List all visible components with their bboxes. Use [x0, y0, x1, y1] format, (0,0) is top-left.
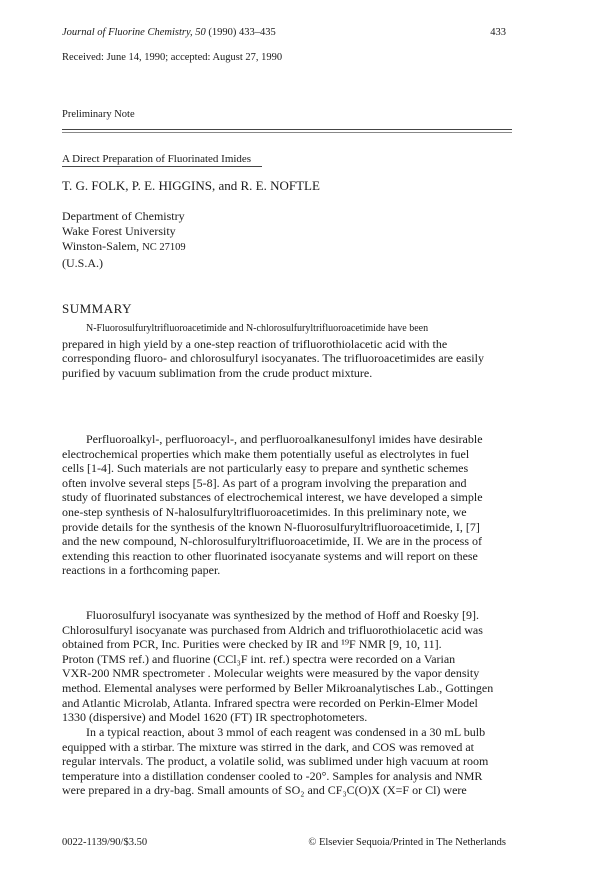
received-dates: Received: June 14, 1990; accepted: August 27, 1990	[62, 52, 283, 63]
methods-line: Fluorosulfuryl isocyanate was synthesized by the method of Hoff and Roesky [9].	[86, 608, 480, 622]
methods-line: temperature into a distillation condenser cooled to -20°. Samples for analysis and NMR	[62, 768, 483, 783]
intro-paragraph	[62, 432, 527, 578]
methods-line: and Atlantic Microlab, Atlanta. Infrared spectra were recorded on Perkin-Elmer Model	[62, 695, 478, 710]
methods-line: obtained from PCR, Inc. Purities were checked by IR and ¹⁹F NMR [9, 10, 11].	[62, 637, 442, 652]
intro-line: Perfluoroalkyl-, perfluoroacyl-, and perfluoroalkanesulfonyl imides have desirable	[86, 432, 483, 446]
affiliation-department: Department of Chemistry	[62, 209, 185, 223]
affiliation-university: Wake Forest University	[62, 224, 176, 238]
methods-line: In a typical reaction, about 3 mmol of each reagent was condensed in a 30 mL bulb	[86, 725, 486, 739]
summary-line: purified by vacuum sublimation from the crude product mixture.	[62, 365, 373, 380]
journal-volume: 50	[195, 27, 206, 38]
author-list: T. G. FOLK, P. E. HIGGINS, and R. E. NOFTLE	[62, 178, 320, 193]
header-divider	[62, 129, 512, 130]
publisher-notice: © Elsevier Sequoia/Printed in The Netherlands	[308, 837, 506, 848]
summary-paragraph	[62, 322, 527, 380]
summary-line: corresponding fluoro- and chlorosulfuryl isocyanates. The trifluoroacetimides are easily	[62, 351, 484, 366]
methods-paragraph-2	[62, 725, 527, 798]
note-type: Preliminary Note	[62, 109, 135, 120]
intro-line: and the new compound, N-chlorosulfuryltrifluoroacetimide, II. We are in the process of	[62, 534, 483, 549]
intro-line: cells [1-4]. Such materials are not particularly easy to prepare and synthetic schemes	[62, 461, 469, 476]
summary-heading: SUMMARY	[62, 301, 132, 316]
methods-paragraph-1	[62, 608, 527, 725]
affiliation-state-zip: NC 27109	[142, 242, 186, 253]
methods-line: equipped with a stirbar. The mixture was stirred in the dark, and COS was removed at	[62, 739, 475, 754]
article-code: 0022-1139/90/$3.50	[62, 837, 148, 848]
journal-citation	[62, 27, 276, 38]
methods-line: 1330 (dispersive) and Model 1620 (FT) IR spectrophotometers.	[62, 710, 368, 725]
intro-line: study of fluorinated substances of electrochemical interest, we have developed a simple	[62, 490, 483, 505]
methods-line: VXR-200 NMR spectrometer . Molecular weights were measured by the vapor density	[62, 666, 480, 681]
summary-line: N-Fluorosulfuryltrifluoroacetimide and N-chlorosulfuryltrifluoroacetimide have been	[86, 323, 429, 334]
affiliation-city-name: Winston-Salem,	[62, 239, 140, 253]
intro-line: extending this reaction to other fluorinated isocyanate systems and will report on these	[62, 548, 478, 563]
intro-line: electrochemical properties which make them potentially useful as electrolytes in fuel	[62, 446, 470, 461]
journal-name: Journal of Fluorine Chemistry,	[62, 27, 193, 38]
intro-line: one-step synthesis of N-halosulfuryltrifluoroacetimides. In this preliminary note, we	[62, 504, 467, 519]
affiliation-city	[62, 239, 186, 254]
methods-line: were prepared in a dry-bag. Small amounts of SO₂ and CF₃C(O)X (X=F or Cl) were	[62, 783, 467, 798]
methods-line: Proton (TMS ref.) and fluorine (CCl₃F int. ref.) spectra were recorded on a Varian	[62, 651, 456, 666]
journal-pages: (1990) 433–435	[208, 27, 276, 38]
methods-line: regular intervals. The product, a volatile solid, was sublimed under high vacuum at room	[62, 754, 489, 769]
page-number: 433	[490, 27, 506, 38]
affiliation-country: (U.S.A.)	[62, 256, 103, 270]
article-title: A Direct Preparation of Fluorinated Imides	[62, 153, 252, 165]
intro-line: often involve several steps [5-8]. As part of a program involving the preparation and	[62, 475, 467, 490]
methods-line: method. Elemental analyses were performed by Beller Mikroanalytisches Lab., Gottingen	[62, 680, 494, 695]
intro-line: provide details for the synthesis of the known N-fluorosulfuryltrifluoroacetimide, I, [7]	[62, 519, 480, 534]
title-underline	[62, 166, 262, 167]
header-divider-secondary	[62, 132, 512, 133]
methods-line: Chlorosulfuryl isocyanate was purchased from Aldrich and trifluorothiolacetic acid was	[62, 622, 483, 637]
intro-line: reactions in a forthcoming paper.	[62, 563, 221, 578]
summary-line: prepared in high yield by a one-step reaction of trifluorothiolacetic acid with the	[62, 336, 448, 351]
